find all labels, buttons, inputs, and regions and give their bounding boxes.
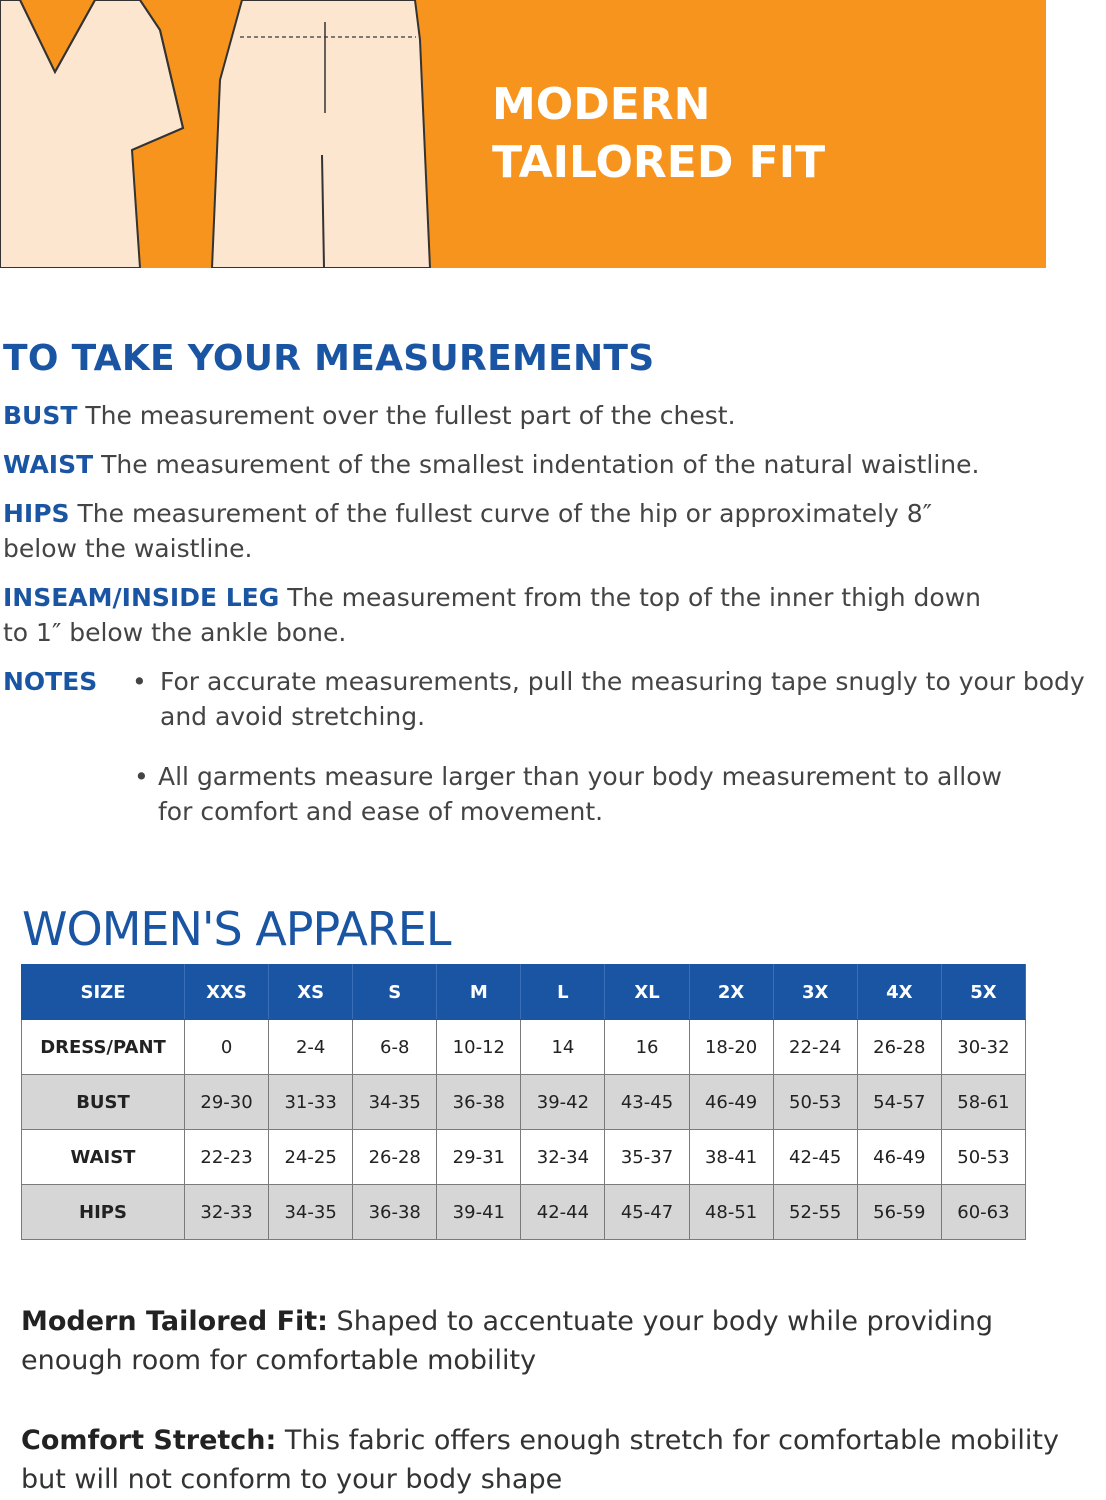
banner-title-line2: TAILORED FIT [492, 137, 826, 188]
note-item [134, 759, 1038, 829]
table-row-label: HIPS [22, 1185, 185, 1240]
measurement-definitions [3, 398, 1103, 664]
table-cell: 38-41 [689, 1130, 773, 1185]
table-cell: 43-45 [605, 1075, 689, 1130]
table-cell: 22-23 [185, 1130, 269, 1185]
table-header-cell: 5X [941, 965, 1025, 1020]
table-cell: 32-34 [521, 1130, 605, 1185]
table-cell: 39-41 [437, 1185, 521, 1240]
table-header-cell: XL [605, 965, 689, 1020]
bust-term: BUST [3, 401, 78, 430]
table-row-label: DRESS/PANT [22, 1020, 185, 1075]
table-cell: 46-49 [857, 1130, 941, 1185]
note-item [132, 664, 1106, 734]
table-row-label: BUST [22, 1075, 185, 1130]
table-cell: 50-53 [941, 1130, 1025, 1185]
table-row [22, 1075, 1026, 1130]
table-header-cell: 4X [857, 965, 941, 1020]
bullet-icon: • [132, 667, 147, 696]
table-cell: 0 [185, 1020, 269, 1075]
banner-title-line1: MODERN [492, 79, 711, 130]
table-row [22, 1185, 1026, 1240]
table-cell: 36-38 [437, 1075, 521, 1130]
hips-text: The measurement of the fullest curve of the hip or approximately 8″ below the waistline. [3, 499, 933, 563]
hips-term: HIPS [3, 499, 70, 528]
table-cell: 54-57 [857, 1075, 941, 1130]
stretch-term: Comfort Stretch: [21, 1425, 277, 1456]
table-cell: 34-35 [269, 1185, 353, 1240]
table-cell: 45-47 [605, 1185, 689, 1240]
notes-term: NOTES [3, 667, 98, 696]
inseam-term: INSEAM/INSIDE LEG [3, 583, 280, 612]
bust-text: The measurement over the fullest part of the chest. [77, 401, 736, 430]
table-row [22, 1020, 1026, 1075]
table-cell: 18-20 [689, 1020, 773, 1075]
table-cell: 10-12 [437, 1020, 521, 1075]
table-cell: 42-45 [773, 1130, 857, 1185]
table-cell: 42-44 [521, 1185, 605, 1240]
note-text: For accurate measurements, pull the measuring tape snugly to your body and avoid stretching. [160, 667, 1085, 731]
waist-text: The measurement of the smallest indentation of the natural waistline. [93, 450, 980, 479]
table-cell: 24-25 [269, 1130, 353, 1185]
stretch-description [21, 1421, 1101, 1499]
waist-term: WAIST [3, 450, 94, 479]
table-cell: 31-33 [269, 1075, 353, 1130]
hips-definition [3, 496, 1003, 566]
table-cell: 32-33 [185, 1185, 269, 1240]
table-cell: 39-42 [521, 1075, 605, 1130]
measurements-heading: TO TAKE YOUR MEASUREMENTS [3, 338, 655, 379]
table-cell: 34-35 [353, 1075, 437, 1130]
table-header-cell: S [353, 965, 437, 1020]
inseam-definition [3, 580, 1013, 650]
table-header-cell: SIZE [22, 965, 185, 1020]
table-header-cell: 2X [689, 965, 773, 1020]
fit-description [21, 1302, 1101, 1380]
bust-definition [3, 398, 1103, 433]
table-row-label: WAIST [22, 1130, 185, 1185]
apparel-title: WOMEN'S APPAREL [22, 902, 451, 956]
table-cell: 48-51 [689, 1185, 773, 1240]
table-cell: 46-49 [689, 1075, 773, 1130]
table-cell: 36-38 [353, 1185, 437, 1240]
table-cell: 26-28 [353, 1130, 437, 1185]
table-row [22, 1130, 1026, 1185]
table-cell: 2-4 [269, 1020, 353, 1075]
table-cell: 50-53 [773, 1075, 857, 1130]
table-cell: 6-8 [353, 1020, 437, 1075]
stretch-text: This fabric offers enough stretch for comfortable mobility but will not conform to your body shape [21, 1425, 1059, 1495]
table-cell: 26-28 [857, 1020, 941, 1075]
table-header-cell: L [521, 965, 605, 1020]
table-cell: 29-31 [437, 1130, 521, 1185]
table-cell: 22-24 [773, 1020, 857, 1075]
fit-term: Modern Tailored Fit: [21, 1306, 328, 1337]
table-cell: 56-59 [857, 1185, 941, 1240]
fit-text: Shaped to accentuate your body while providing enough room for comfortable mobility [21, 1306, 994, 1376]
note-text: All garments measure larger than your body measurement to allow for comfort and ease of movement. [158, 762, 1002, 826]
table-header-cell: 3X [773, 965, 857, 1020]
waist-definition [3, 447, 1103, 482]
size-chart-table [21, 964, 1026, 1240]
table-cell: 60-63 [941, 1185, 1025, 1240]
table-header-cell: M [437, 965, 521, 1020]
inseam-text: The measurement from the top of the inner thigh down to 1″ below the ankle bone. [3, 583, 981, 647]
table-cell: 16 [605, 1020, 689, 1075]
table-cell: 58-61 [941, 1075, 1025, 1130]
hero-banner [0, 0, 1046, 268]
garment-outline-illustration [0, 0, 460, 268]
table-cell: 29-30 [185, 1075, 269, 1130]
table-header-cell: XS [269, 965, 353, 1020]
table-cell: 14 [521, 1020, 605, 1075]
table-cell: 35-37 [605, 1130, 689, 1185]
table-header-row [22, 965, 1026, 1020]
table-cell: 52-55 [773, 1185, 857, 1240]
banner-title [492, 76, 825, 192]
table-header-cell: XXS [185, 965, 269, 1020]
table-cell: 30-32 [941, 1020, 1025, 1075]
bullet-icon: • [134, 762, 149, 791]
